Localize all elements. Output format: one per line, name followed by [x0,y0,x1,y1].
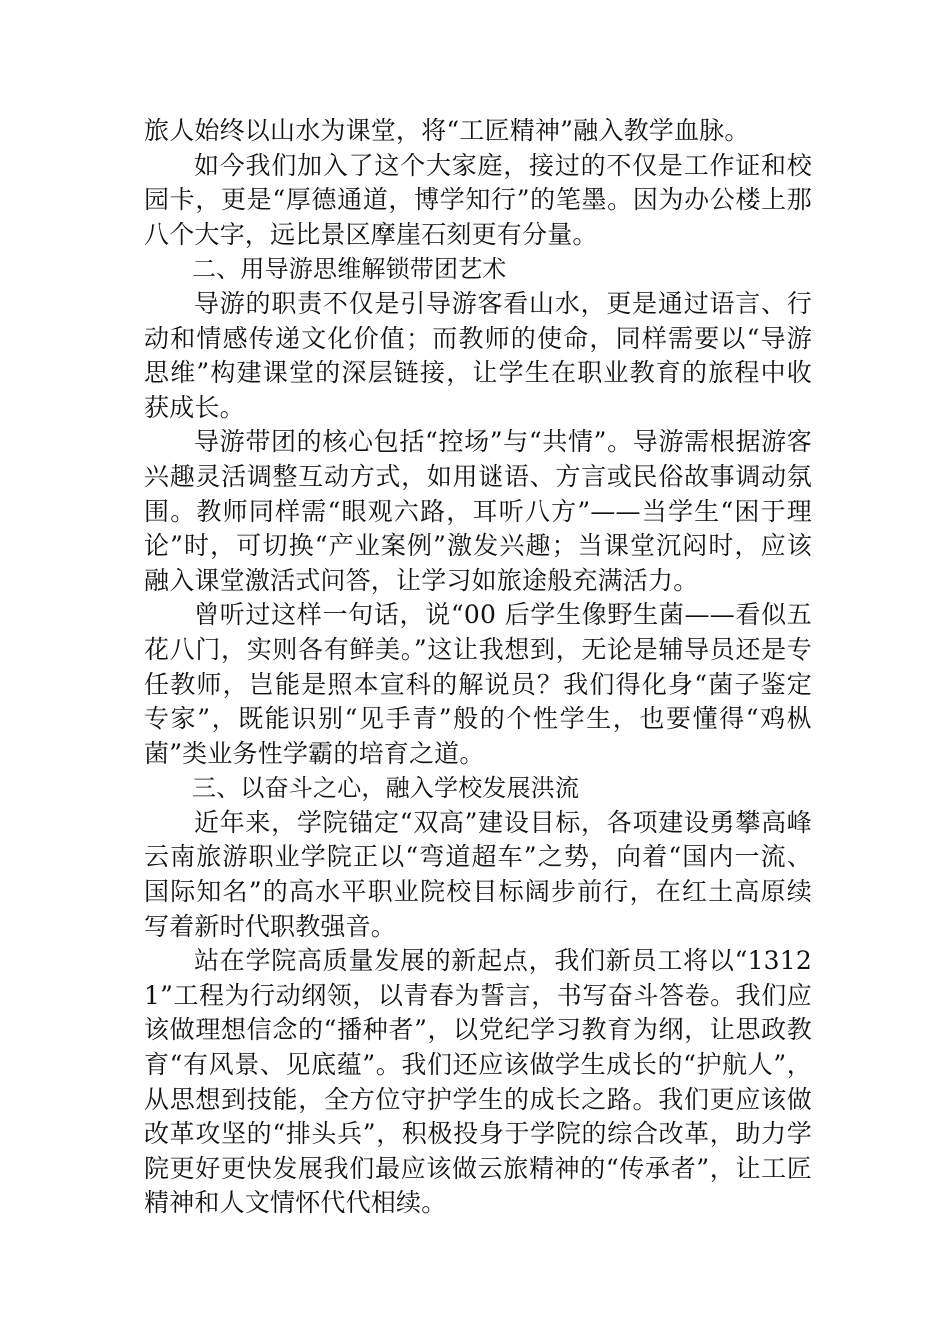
section-heading-3: 三、以奋斗之心，融入学校发展洪流 [192,774,580,803]
document-body [144,114,812,1221]
paragraph-5: 曾听过这样一句话，说“00 后学生像野生菌——看似五花八门，实则各有鲜美。”这让我想到，无论是辅导员还是专任教师，岂能是照本宣科的解说员？我们得化身“菌子鉴定专家”，既能识别“见手青”般的个性学生，也要懂得“鸡枞菌”类业务性学霸的培育之道。 [144,600,812,768]
paragraph-2: 如今我们加入了这个大家庭，接过的不仅是工作证和校园卡，更是“厚德通道，博学知行”的笔墨。因为办公楼上那八个大字，远比景区摩崖石刻更有分量。 [144,150,812,249]
paragraph-6: 近年来，学院锚定“双高”建设目标，各项建设勇攀高峰云南旅游职业学院正以“弯道超车”之势，向着“国内一流、国际知名”的高水平职业院校目标阔步前行，在红土高原续写着新时代职教强音。 [144,807,812,941]
paragraph-7: 站在学院高质量发展的新起点，我们新员工将以“13121”工程为行动纲领，以青春为誓言，书写奋斗答卷。我们应该做理想信念的“播种者”，以党纪学习教育为纲，让思政教育“有风景、见底蕴”。我们还应该做学生成长的“护航人”，从思想到技能，全方位守护学生的成长之路。我们更应该做改革攻坚的“排头兵”，积极投身于学院的综合改革，助力学院更好更快发展我们最应该做云旅精神的“传承者”，让工匠精神和人文情怀代代相续。 [144,946,812,1218]
paragraph-1: 旅人始终以山水为课堂，将“工匠精神”融入教学血脉。 [144,116,750,145]
section-heading-2: 二、用导游思维解锁带团艺术 [192,255,507,284]
paragraph-4: 导游带团的核心包括“控场”与“共情”。导游需根据游客兴趣灵活调整互动方式，如用谜语、方言或民俗故事调动氛围。教师同样需“眼观六路，耳听八方”——当学生“困于理论”时，可切换“产业案例”激发兴趣；当课堂沉闷时，应该融入课堂激活式问答，让学习如旅途般充满活力。 [144,427,812,595]
paragraph-3: 导游的职责不仅是引导游客看山水，更是通过语言、行动和情感传递文化价值；而教师的使命，同样需要以“导游思维”构建课堂的深层链接，让学生在职业教育的旅程中收获成长。 [144,288,812,422]
